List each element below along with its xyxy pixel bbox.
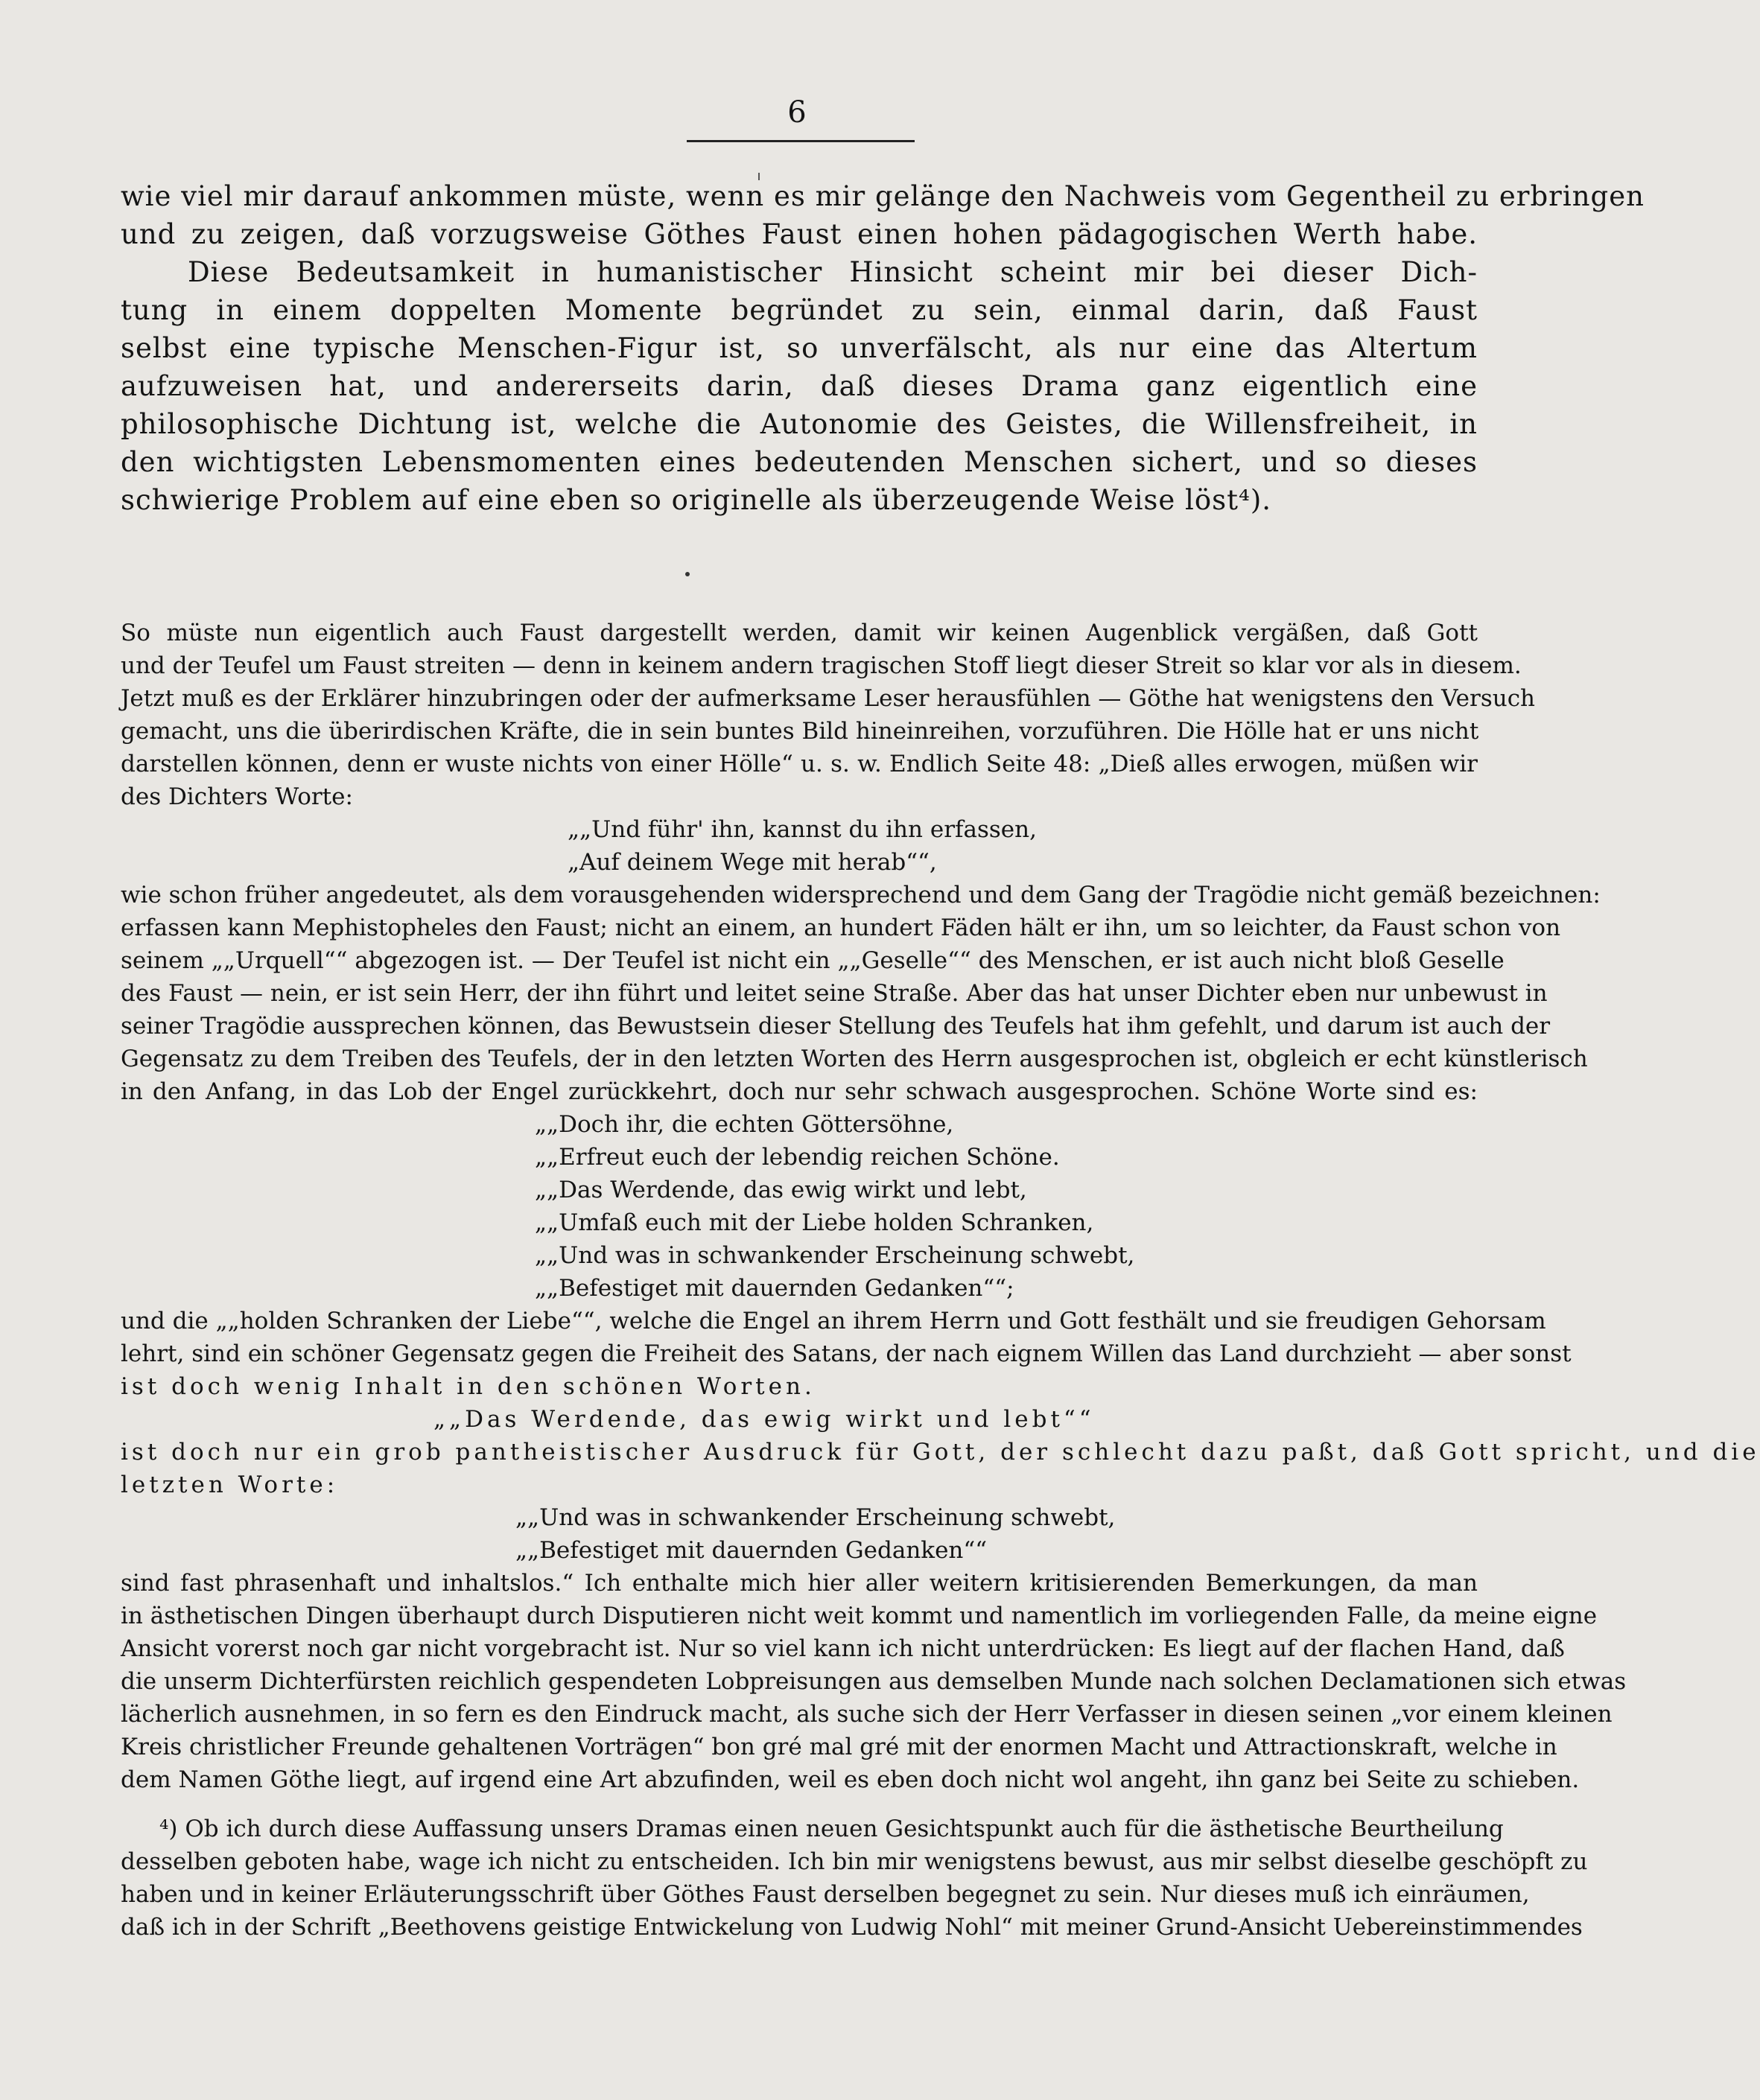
verse-line: „„Und führ' ihn, kannst du ihn erfassen,	[568, 816, 1037, 843]
quote-line: So müste nun eigentlich auch Faust dargestellt werden, damit wir keinen Augenblick vergäßen, daß Gott	[121, 620, 1478, 646]
quote-line: Jetzt muß es der Erklärer hinzubringen oder der aufmerksame Leser herausfühlen — Göthe hat wenigstens den Versuch	[121, 685, 1536, 712]
quote-line: erfassen kann Mephistopheles den Faust; nicht an einem, an hundert Fäden hält er ihn, um so leichter, da Faust schon von	[121, 914, 1561, 941]
ink-dot	[685, 572, 690, 576]
quote-line: die unserm Dichterfürsten reichlich gespendeten Lobpreisungen aus demselben Munde nach solchen Declamationen sich etwas	[121, 1668, 1627, 1695]
quote-line: gemacht, uns die überirdischen Kräfte, die in sein buntes Bild hineinreihen, vorzuführen. Die Hölle hat er uns nicht	[121, 718, 1479, 745]
quote-line: sind fast phrasenhaft und inhaltslos.“ Ich enthalte mich hier aller weitern kritisierenden Bemerkungen, da man	[121, 1570, 1478, 1597]
verse-line: „Auf deinem Wege mit herab““,	[568, 849, 937, 876]
main-line: den wichtigsten Lebensmomenten eines bedeutenden Menschen sichert, und so dieses	[121, 446, 1478, 478]
main-paragraphs	[121, 177, 1645, 519]
footnote-line: haben und in keiner Erläuterungsschrift über Göthes Faust derselben begegnet zu sein. Nur dieses muß ich einräumen,	[121, 1881, 1530, 1908]
verse-line: „„Und was in schwankender Erscheinung schwebt,	[535, 1242, 1135, 1269]
verse-line: „„Befestiget mit dauernden Gedanken““	[515, 1537, 988, 1564]
quote-line: Ansicht vorerst noch gar nicht vorgebracht ist. Nur so viel kann ich nicht unterdrücken: Es liegt auf der flachen Hand, daß	[121, 1635, 1565, 1662]
page-number: 6	[787, 95, 807, 130]
quote-line: ist doch nur ein grob pantheistischer Ausdruck für Gott, der schlecht dazu paßt, daß Gott spricht, und die	[121, 1439, 1760, 1466]
header-rule	[687, 140, 915, 142]
verse-line: „„Befestiget mit dauernden Gedanken““;	[535, 1275, 1014, 1302]
main-line: philosophische Dichtung ist, welche die Autonomie des Geistes, die Willensfreiheit, in	[121, 408, 1478, 440]
quote-line: wie schon früher angedeutet, als dem vorausgehenden widersprechend und dem Gang der Tragödie nicht gemäß bezeichnen:	[121, 882, 1601, 909]
quote-line: des Dichters Worte:	[121, 783, 353, 810]
main-line: schwierige Problem auf eine eben so originelle als überzeugende Weise löst⁴).	[121, 484, 1272, 516]
footnote	[121, 1813, 1588, 1944]
quote-line: lächerlich ausnehmen, in so fern es den Eindruck macht, als suche sich der Herr Verfasser in diesen seinen „vor einem kleinen	[121, 1701, 1613, 1728]
verse-line: „„Umfaß euch mit der Liebe holden Schranken,	[535, 1209, 1094, 1236]
quote-line: Gegensatz zu dem Treiben des Teufels, der in den letzten Worten des Herrn ausgesprochen ist, obgleich er echt künstlerisch	[121, 1046, 1588, 1072]
quoted-passage	[121, 617, 1760, 1796]
quote-line: in den Anfang, in das Lob der Engel zurückkehrt, doch nur sehr schwach ausgesprochen. Schöne Worte sind es:	[121, 1078, 1478, 1105]
footnote-line: daß ich in der Schrift „Beethovens geistige Entwickelung von Ludwig Nohl“ mit meiner Grund-Ansicht Uebereinstimmendes	[121, 1914, 1583, 1941]
verse-line: „„Das Werdende, das ewig wirkt und lebt““	[433, 1406, 1095, 1433]
quote-line: letzten Worte:	[121, 1471, 339, 1498]
quote-line: Kreis christlicher Freunde gehaltenen Vorträgen“ bon gré mal gré mit der enormen Macht und Attractionskraft, welche in	[121, 1734, 1557, 1760]
main-line: aufzuweisen hat, und andererseits darin, daß dieses Drama ganz eigentlich eine	[121, 370, 1478, 402]
quote-line: ist doch wenig Inhalt in den schönen Worten.	[121, 1373, 816, 1400]
main-line: selbst eine typische Menschen-Figur ist, so unverfälscht, als nur eine das Altertum	[121, 332, 1478, 364]
quote-line: darstellen können, denn er wuste nichts von einer Hölle“ u. s. w. Endlich Seite 48: „Dieß alles erwogen, müßen wir	[121, 751, 1478, 777]
quote-line: des Faust — nein, er ist sein Herr, der ihn führt und leitet seine Straße. Aber das hat unser Dichter eben nur unbewust in	[121, 980, 1548, 1007]
main-line: und zu zeigen, daß vorzugsweise Göthes Faust einen hohen pädagogischen Werth habe.	[121, 218, 1478, 250]
quote-line: lehrt, sind ein schöner Gegensatz gegen die Freiheit des Satans, der nach eignem Willen das Land durchzieht — aber sonst	[121, 1340, 1572, 1367]
main-line: tung in einem doppelten Momente begründet zu sein, einmal darin, daß Faust	[121, 294, 1478, 326]
quote-line: und der Teufel um Faust streiten — denn in keinem andern tragischen Stoff liegt dieser Streit so klar vor als in diesem.	[121, 652, 1522, 679]
verse-line: „„Und was in schwankender Erscheinung schwebt,	[515, 1504, 1116, 1531]
footnote-line: ⁴) Ob ich durch diese Auffassung unsers Dramas einen neuen Gesichtspunkt auch für die ästhetische Beurtheilung	[159, 1816, 1504, 1842]
quote-line: seinem „„Urquell““ abgezogen ist. — Der Teufel ist nicht ein „„Geselle““ des Menschen, er ist auch nicht bloß Geselle	[121, 947, 1505, 974]
verse-line: „„Erfreut euch der lebendig reichen Schöne.	[535, 1144, 1060, 1171]
footnote-line: desselben geboten habe, wage ich nicht zu entscheiden. Ich bin mir wenigstens bewust, aus mir selbst dieselbe geschöpft zu	[121, 1848, 1588, 1875]
verse-line: „„Doch ihr, die echten Göttersöhne,	[535, 1111, 954, 1138]
quote-line: dem Namen Göthe liegt, auf irgend eine Art abzufinden, weil es eben doch nicht wol angeht, ihn ganz bei Seite zu schieben.	[121, 1766, 1580, 1793]
quote-line: in ästhetischen Dingen überhaupt durch Disputieren nicht weit kommt und namentlich im vorliegenden Falle, da meine eigne	[121, 1603, 1598, 1629]
main-line: Diese Bedeutsamkeit in humanistischer Hinsicht scheint mir bei dieser Dich-	[188, 256, 1478, 288]
verse-line: „„Das Werdende, das ewig wirkt und lebt,	[535, 1177, 1027, 1203]
quote-line: seiner Tragödie aussprechen können, das Bewustsein dieser Stellung des Teufels hat ihm gefehlt, und darum ist auch der	[121, 1013, 1551, 1040]
main-line: wie viel mir darauf ankommen müste, wenn es mir gelänge den Nachweis vom Gegentheil zu erbringen	[121, 180, 1645, 212]
quote-line: und die „„holden Schranken der Liebe““, welche die Engel an ihrem Herrn und Gott festhält und sie freudigen Gehorsam	[121, 1308, 1546, 1334]
